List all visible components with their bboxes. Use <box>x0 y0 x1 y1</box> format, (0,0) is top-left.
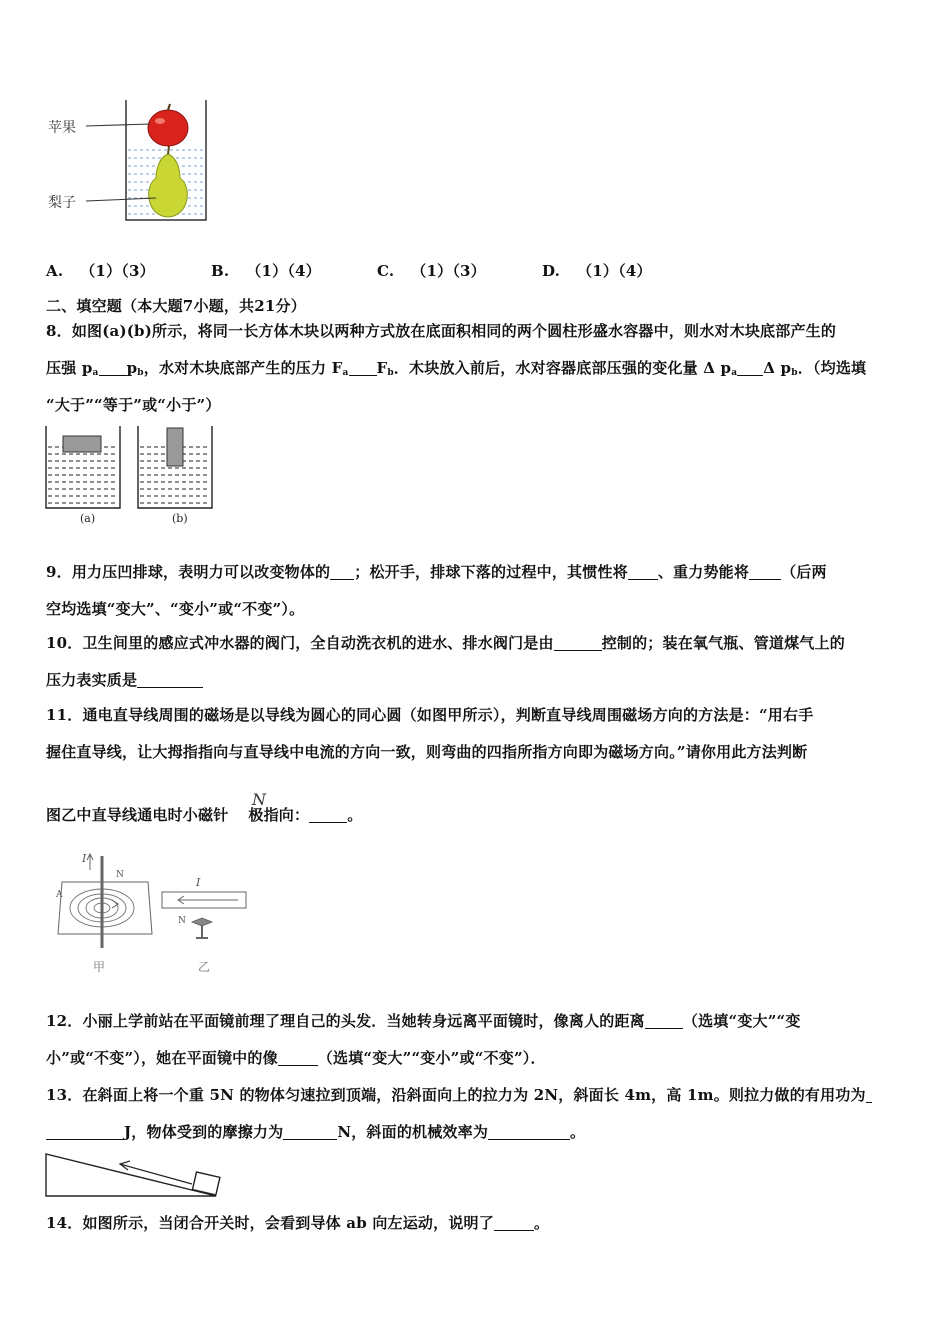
section-title: 二、填空题（本大题7小题，共21分） <box>46 297 306 315</box>
n-pole-symbol: N <box>252 790 266 809</box>
option-text: （1）（4） <box>246 262 321 280</box>
pear-label: 梨子 <box>48 195 76 211</box>
option-text: （1）（3） <box>411 262 486 280</box>
answer-blank[interactable] <box>737 361 763 376</box>
q11-line1: 11．通电直导线周围的磁场是以导线为圆心的同心圆（如图甲所示），判断直导线周围磁场方向的方法是：“用右手 <box>46 706 814 724</box>
q13-line2: J，物体受到的摩擦力为 N，斜面的机械效率为 。 <box>46 1122 585 1142</box>
q12-line2: 小”或“不变”），她在平面镜中的像 （选填“变大”“变小”或“不变”）． <box>46 1049 546 1067</box>
answer-blank[interactable] <box>866 1088 872 1103</box>
fig-yi-caption: 乙 <box>198 960 211 974</box>
option-letter: A. <box>46 262 64 280</box>
answer-blank[interactable] <box>137 673 203 688</box>
pear <box>149 154 188 217</box>
answer-blank[interactable] <box>645 1014 683 1029</box>
fig-jia-caption: 甲 <box>93 960 106 974</box>
option-text: （1）（3） <box>80 262 155 280</box>
figure-yi-diagram <box>160 884 260 964</box>
q9-line2: 空均选填“变大”、“变小”或“不变”）。 <box>46 600 305 618</box>
fig-yi-current-label: I <box>196 876 201 889</box>
q12-line1: 12．小丽上学前站在平面镜前理了理自己的头发．当她转身远离平面镜时，像离人的距离 （选填“变大”“变 <box>46 1012 801 1030</box>
option-letter: C. <box>377 262 395 280</box>
fig-jia-current-label: I <box>82 852 87 865</box>
option-b[interactable] <box>211 261 321 281</box>
option-c[interactable] <box>377 261 486 281</box>
containers-diagram <box>44 424 224 514</box>
option-a[interactable] <box>46 261 155 281</box>
answer-blank[interactable] <box>309 808 347 823</box>
fig-jia-n-label: N <box>116 870 124 880</box>
block-b <box>167 428 183 466</box>
option-d[interactable] <box>542 261 652 281</box>
answer-blank[interactable] <box>628 565 658 580</box>
answer-blank[interactable] <box>494 1216 534 1231</box>
answer-blank[interactable] <box>349 361 377 376</box>
q11-line3: 图乙中直导线通电时小磁针 极指向： 。 <box>46 806 363 824</box>
block-a <box>63 436 101 452</box>
answer-blank[interactable] <box>283 1125 337 1140</box>
fig-jia-a-label: A <box>56 890 63 900</box>
answer-blank[interactable] <box>46 1125 124 1140</box>
incline-diagram <box>44 1150 224 1200</box>
answer-blank[interactable] <box>278 1051 318 1066</box>
q8-line1: 8．如图(a)(b)所示，将同一长方体木块以两种方式放在底面积相同的两个圆柱形盛水容器中，则水对木块底部产生的 <box>46 322 837 340</box>
caption-b: (b) <box>172 512 188 525</box>
apple <box>148 110 188 146</box>
q11-line2: 握住直导线，让大拇指指向与直导线中电流的方向一致，则弯曲的四指所指方向即为磁场方向。”请你用此方法判断 <box>46 743 808 761</box>
answer-blank[interactable] <box>488 1125 570 1140</box>
apple-label: 苹果 <box>48 120 76 136</box>
option-letter: B. <box>211 262 230 280</box>
fig-yi-n-label: N <box>178 916 186 926</box>
option-letter: D. <box>542 262 561 280</box>
caption-a: (a) <box>80 512 96 525</box>
figure-jia-diagram <box>52 852 162 962</box>
q8-line2: 压强 $p_a$ $p_b$，水对木块底部产生的压力 $F_a$ $F_b$．木块放入前后，水对容器底部压强的变化量 Δ $p_a$ Δ $p_b$．（均选填 <box>46 359 867 378</box>
q13-line1: 13．在斜面上将一个重 5N 的物体匀速拉到顶端，沿斜面向上的拉力为 2N，斜面长 4m，高 1m。则拉力做的有用功为 <box>46 1085 872 1105</box>
answer-blank[interactable] <box>330 565 354 580</box>
q14-line1: 14．如图所示，当闭合开关时，会看到导体 ab 向左运动，说明了 。 <box>46 1214 550 1232</box>
answer-blank[interactable] <box>749 565 781 580</box>
q8-line3: “大于”“等于”或“小于”） <box>46 396 221 414</box>
q10-line1: 10．卫生间里的感应式冲水器的阀门，全自动洗衣机的进水、排水阀门是由 控制的；装在氧气瓶、管道煤气上的 <box>46 634 845 652</box>
q10-line2: 压力表实质是 <box>46 670 203 690</box>
answer-blank[interactable] <box>554 636 602 651</box>
option-text: （1）（4） <box>577 262 652 280</box>
answer-blank[interactable] <box>99 361 127 376</box>
q9-line1: 9．用力压凹排球，表明力可以改变物体的 ；松开手，排球下落的过程中，其惯性将 、重力势能将 （后两 <box>46 563 827 581</box>
